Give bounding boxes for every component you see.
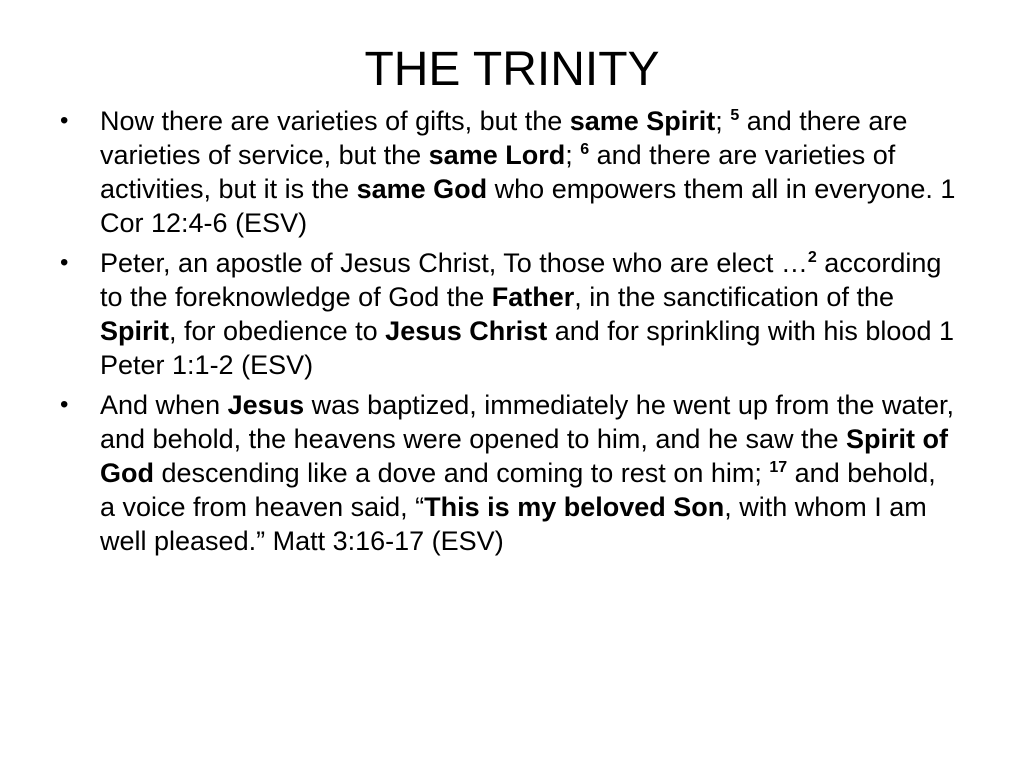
- bullet-item: [58, 388, 958, 558]
- emphasis-text: Jesus Christ: [385, 316, 548, 346]
- verse-number: 2: [807, 249, 817, 266]
- text-segment: And when: [100, 390, 228, 420]
- emphasis-text: Jesus: [227, 390, 305, 420]
- bullet-marker: •: [60, 249, 69, 276]
- emphasis-text: Spirit: [100, 316, 170, 346]
- text-segment: according to the foreknowledge of God the: [100, 248, 942, 312]
- text-segment: who empowers them all in everyone. 1 Cor 12:4-6 (ESV): [100, 174, 956, 238]
- emphasis-text: same Spirit: [569, 106, 716, 136]
- verse-number: 6: [580, 141, 590, 158]
- verse-number: 17: [769, 459, 788, 476]
- text-segment: and there are varieties of activities, but it is the: [100, 140, 896, 204]
- slide-title: THE TRINITY: [364, 43, 660, 96]
- text-segment: Now there are varieties of gifts, but the: [100, 106, 570, 136]
- verse-number: 5: [730, 107, 740, 124]
- emphasis-text: same God: [356, 174, 488, 204]
- text-segment: descending like a dove and coming to rest on him;: [154, 458, 770, 488]
- text-segment: and for sprinkling with his blood 1 Peter 1:1-2 (ESV): [100, 316, 954, 380]
- text-segment: was baptized, immediately he went up from the water, and behold, the heavens were opened to him, and he saw the: [100, 390, 954, 454]
- bullet-marker: •: [60, 107, 69, 134]
- emphasis-text: Father: [491, 282, 575, 312]
- bullet-text: [100, 390, 954, 556]
- bullet-text: [100, 106, 955, 238]
- bullet-marker: •: [60, 391, 69, 418]
- bullet-text: [100, 248, 954, 380]
- emphasis-text: same Lord: [428, 140, 566, 170]
- bullet-list: [58, 104, 958, 564]
- emphasis-text: This is my beloved Son: [424, 492, 725, 522]
- text-segment: ;: [715, 106, 731, 136]
- emphasis-text: Spirit of God: [100, 424, 949, 488]
- text-segment: , for obedience to: [169, 316, 386, 346]
- text-segment: ;: [565, 140, 581, 170]
- text-segment: Peter, an apostle of Jesus Christ, To those who are elect …: [100, 248, 808, 278]
- text-segment: and behold, a voice from heaven said, “: [100, 458, 936, 522]
- text-segment: , in the sanctification of the: [574, 282, 894, 312]
- text-segment: and there are varieties of service, but the: [100, 106, 908, 170]
- bullet-item: [58, 104, 958, 240]
- bullet-item: [58, 246, 958, 382]
- text-segment: , with whom I am well pleased.” Matt 3:16-17 (ESV): [100, 492, 927, 556]
